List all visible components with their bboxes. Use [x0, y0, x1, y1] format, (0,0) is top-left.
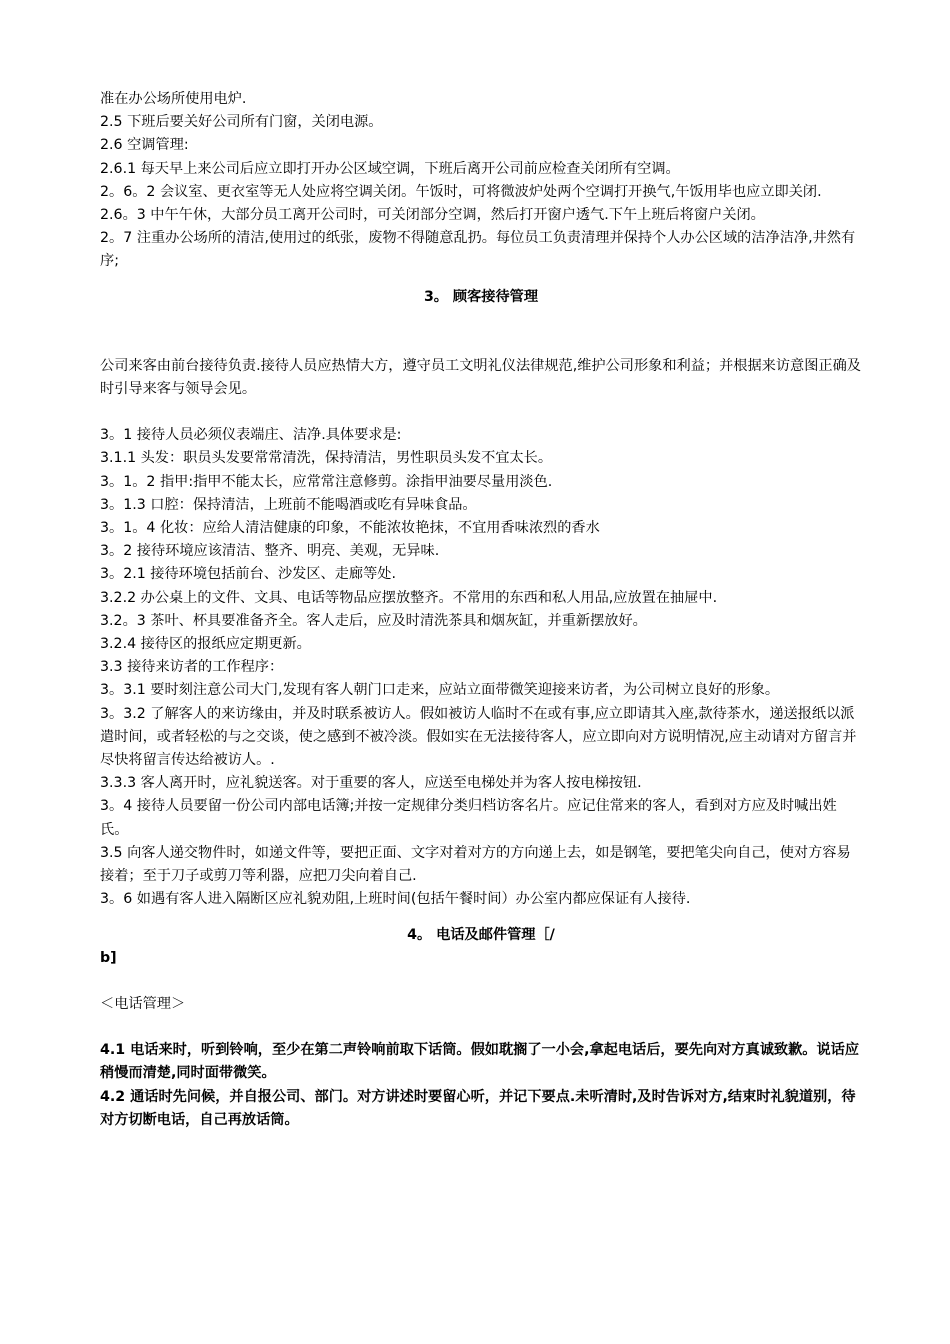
paragraph: 2。6。2 会议室、更衣室等无人处应将空调关闭。午饭时，可将微波炉处两个空调打开换气,午饭用毕也应立即关闭.: [100, 183, 822, 200]
text-line: 3。3.1 要时刻注意公司大门,发现有客人朝门口走来，应站立面带微笑迎接来访者，为公司树立良好的形象。: [100, 682, 780, 699]
text-line: 3。2.1 接待环境包括前台、沙发区、走廊等处.: [100, 566, 396, 583]
text-line: 2.6.1 每天早上来公司后应立即打开办公区域空调，下班后离开公司前应检查关闭所有空调。: [100, 160, 680, 177]
paragraph: 2。7 注重办公场所的清洁,使用过的纸张，废物不得随意乱扔。每位员工负责清理并保持个人办公区域的洁净洁净,井然有序;: [100, 230, 856, 270]
paragraph: 3.5 向客人递交物件时，如递文件等，要把正面、文字对着对方的方向递上去，如是钢笔，要把笔尖向自己，使对方容易接着；至于刀子或剪刀等利器，应把刀尖向着自己.: [100, 844, 851, 885]
paragraph: 4.2 通话时先问候，并自报公司、部门。对方讲述时要留心听，并记下要点.未听清时,及时告诉对方,结束时礼貌道别，待对方切断电话，自己再放话筒。: [100, 1088, 856, 1128]
text-line: 3。1 接待人员必须仪表端庄、洁净.具体要求是:: [100, 427, 402, 444]
paragraph: 3。4 接待人员要留一份公司内部电话簿;并按一定规律分类归档访客名片。应记住常来的客人，看到对方应及时喊出姓氏。: [100, 798, 837, 838]
document-page: [100, 88, 862, 1132]
text-line: 3.3.3 客人离开时，应礼貌送客。对于重要的客人，应送至电梯处并为客人按电梯按钮.: [100, 775, 642, 792]
text-line: 3.2.2 办公桌上的文件、文具、电话等物品应摆放整齐。不常用的东西和私人用品,应放置在抽屉中.: [100, 589, 718, 606]
text-line: 3.2。3 茶叶、杯具要准备齐全。客人走后，应及时清洗茶具和烟灰缸，并重新摆放好。: [100, 612, 647, 629]
text-line: 准在办公场所使用电炉.: [100, 91, 247, 107]
text-line: 3。1。4 化妆：应给人清洁健康的印象，不能浓妆艳抹，不宜用香味浓烈的香水: [100, 520, 600, 537]
text-line: 2.6 空调管理:: [100, 137, 189, 154]
text-line: 3.1.1 头发：职员头发要常常清洗，保持清洁，男性职员头发不宜太长。: [100, 450, 553, 467]
paragraph: 4.1 电话来时，听到铃响，至少在第二声铃响前取下话筒。假如耽搁了一小会,拿起电话后，要先向对方真诚致歉。说话应稍慢而清楚,同时面带微笑。: [100, 1042, 860, 1082]
text-line: 3.3 接待来访者的工作程序：: [100, 659, 284, 676]
subheading: ＜电话管理＞: [100, 995, 186, 1012]
section-heading: 3。 顾客接待管理: [423, 288, 539, 305]
text-line: 3。2 接待环境应该清洁、整齐、明亮、美观，无异味.: [100, 543, 440, 560]
text-line: 3.2.4 接待区的报纸应定期更新。: [100, 636, 311, 653]
paragraph: 3。3.2 了解客人的来访缘由，并及时联系被访人。假如被访人临时不在或有事,应立即请其入座,款待茶水，递送报纸以派遣时间，或者轻松的与之交谈，使之感到不被冷淡。假如实在无法接待客人，应立即向对方说明情况,应主动请对方留言并尽快将留言传达给被访人。.: [100, 705, 857, 769]
text-line: 2.5 下班后要关好公司所有门窗，关闭电源。: [100, 114, 383, 131]
paragraph: 公司来客由前台接待负责.接待人员应热情大方，遵守员工文明礼仪法律规范,维护公司形象和利益；并根据来访意图正确及时引导来客与领导会见。: [100, 357, 861, 398]
heading-tail: b]: [100, 949, 117, 966]
section-heading: 4。 电话及邮件管理［/: [407, 926, 555, 943]
text-line: 2.6。3 中午午休，大部分员工离开公司时，可关闭部分空调，然后打开窗户透气.下午上班后将窗户关闭。: [100, 207, 765, 224]
text-line: 3。1。2 指甲:指甲不能太长，应常常注意修剪。涂指甲油要尽量用淡色.: [100, 473, 553, 490]
text-line: 3。1.3 口腔：保持清洁，上班前不能喝酒或吃有异味食品。: [100, 496, 477, 513]
text-line: 3。6 如遇有客人进入隔断区应礼貌劝阻,上班时间(包括午餐时间）办公室内都应保证有人接待.: [100, 891, 691, 908]
